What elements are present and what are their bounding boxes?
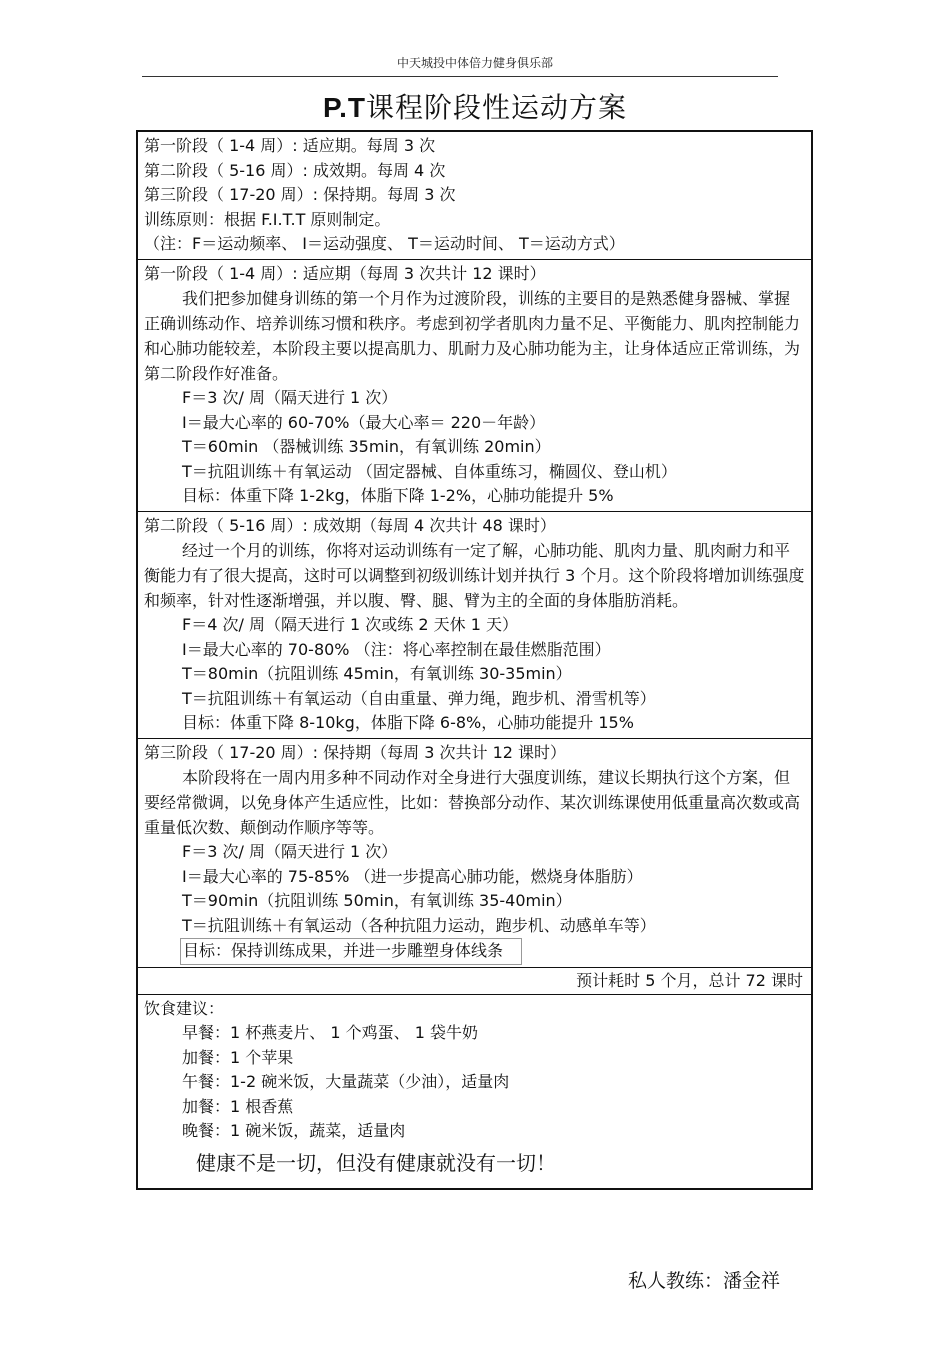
training-principle: 训练原则：根据 F.I.T.T 原则制定。 [144,209,391,229]
stage3-time: T＝90min（抗阻训练 50min，有氧训练 35-40min） [182,891,572,910]
stage3-frequency: F＝3 次/ 周（隔天进行 1 次） [182,842,398,861]
stage3-goal: 目标：保持训练成果，并进一步雕塑身体线条 [180,938,522,965]
title-chinese: 课程阶段性运动方案 [365,91,627,124]
fitt-note: （注：F＝运动频率、 I＝运动强度、 T＝运动时间、 T＝运动方式） [144,234,625,253]
stage3-heading: 第三阶段（ 17-20 周）: 保持期（每周 3 次共计 12 课时） [144,742,567,762]
stage3-paragraph: 本阶段将在一周内用多种不同动作对全身进行大强度训练，建议长期执行这个方案，但要经常微调，以免身体产生适应性，比如：替换部分动作、某次训练课使用低重量高次数或高重量低次数、颠倒动作顺序等等。 [144,768,801,837]
stage2-paragraph: 经过一个月的训练，你将对运动训练有一定了解，心肺功能、肌肉力量、肌肉耐力和平衡能力有了很大提高，这时可以调整到初级训练计划并执行 3 个月。这个阶段将增加训练强度和频率，针对性逐渐增强，并以腹、臀、腿、臂为主的全面的身体脂肪消耗。 [144,541,805,610]
total-duration: 预计耗时 5 个月，总计 72 课时 [138,968,811,995]
stage2-goal: 目标：体重下降 8-10kg，体脂下降 6-8%，心肺功能提升 15% [182,713,634,732]
overview-stage2: 第二阶段（ 5-16 周）: 成效期。每周 4 次 [144,160,446,180]
stage3-intensity: I＝最大心率的 75-85% （进一步提高心肺功能，燃烧身体脂肪） [182,866,643,886]
stage1-frequency: F＝3 次/ 周（隔天进行 1 次） [182,388,398,407]
stage3-section [138,739,811,968]
stage2-time: T＝80min（抗阻训练 45min，有氧训练 30-35min） [182,664,572,683]
document-title [0,86,950,126]
diet-lunch: 午餐：1-2 碗米饭，大量蔬菜（少油），适量肉 [182,1072,510,1091]
stage3-type: T＝抗阻训练＋有氧运动（各种抗阻力运动，跑步机、动感单车等） [182,915,656,935]
stage1-section [138,260,811,512]
overview-section [138,132,811,260]
overview-stage3: 第三阶段（ 17-20 周）: 保持期。每周 3 次 [144,185,456,204]
stage2-heading: 第二阶段（ 5-16 周）: 成效期（每周 4 次共计 48 课时） [144,515,556,535]
stage1-type: T＝抗阻训练＋有氧运动 （固定器械、自体重练习，椭圆仪、登山机） [182,461,677,481]
stage2-type: T＝抗阻训练＋有氧运动（自由重量、弹力绳，跑步机、滑雪机等） [182,688,656,708]
stage1-paragraph: 我们把参加健身训练的第一个月作为过渡阶段，训练的主要目的是熟悉健身器械、掌握正确训练动作、培养训练习惯和秩序。考虑到初学者肌肉力量不足、平衡能力、肌肉控制能力和心肺功能较差，本阶段主要以提高肌力、肌耐力及心肺功能为主，让身体适应正常训练，为第二阶段作好准备。 [144,289,801,383]
diet-breakfast: 早餐：1 杯燕麦片、 1 个鸡蛋、 1 袋牛奶 [182,1023,478,1042]
diet-dinner: 晚餐：1 碗米饭，蔬菜，适量肉 [182,1121,406,1140]
overview-stage1: 第一阶段（ 1-4 周）: 适应期。每周 3 次 [144,136,436,155]
diet-heading: 饮食建议： [144,998,225,1018]
diet-section [138,995,811,1188]
diet-snack-morning: 加餐：1 个苹果 [182,1047,294,1067]
stage1-intensity: I＝最大心率的 60-70%（最大心率＝ 220－年龄） [182,412,546,432]
plan-table [136,130,813,1190]
stage2-section [138,512,811,739]
stage2-intensity: I＝最大心率的 70-80% （注：将心率控制在最佳燃脂范围） [182,639,611,659]
diet-snack-afternoon: 加餐：1 根香蕉 [182,1096,294,1116]
stage1-heading: 第一阶段（ 1-4 周）: 适应期（每周 3 次共计 12 课时） [144,263,546,283]
slogan: 健康不是一切，但没有健康就没有一切！ [196,1150,556,1175]
header-divider [142,76,778,77]
page-header: 中天城投中体倍力健身俱乐部 [396,56,553,70]
title-latin: P.T [323,92,366,123]
stage1-time: T＝60min （器械训练 35min，有氧训练 20min） [182,437,551,456]
stage2-frequency: F＝4 次/ 周（隔天进行 1 次或练 2 天休 1 天） [182,615,519,634]
trainer-signature: 私人教练：潘金祥 [628,1270,781,1292]
stage1-goal: 目标：体重下降 1-2kg，体脂下降 1-2%，心肺功能提升 5% [182,486,614,505]
